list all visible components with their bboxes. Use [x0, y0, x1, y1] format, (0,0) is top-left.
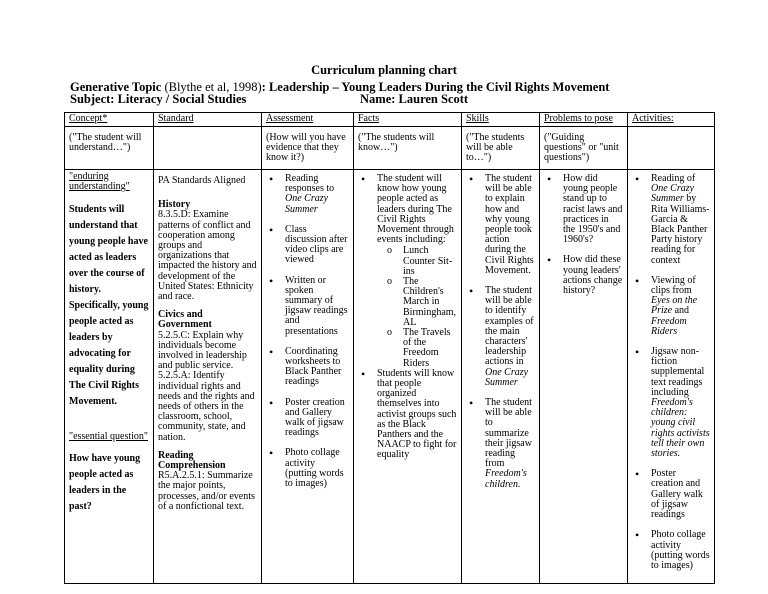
assessment-1: Reading responses to: [285, 173, 335, 195]
list-item: [643, 530, 710, 571]
list-item: [643, 347, 710, 459]
activity-3-title: Freedom's children: young civil rights activists tell their own stories.: [651, 397, 710, 460]
activity-2-mid: and: [672, 305, 690, 317]
standard-intro: PA Standards Aligned: [158, 175, 246, 186]
skill-3: The student will be able to summarize their jigsaw reading from: [485, 397, 532, 470]
activity-4: Poster creation and Gallery walk of jigsaw readings: [651, 468, 703, 521]
subheader-row: [65, 127, 715, 170]
activities-list: [632, 174, 710, 571]
event-item: o Lunch Counter Sit-ins: [391, 246, 457, 277]
assessment-6: Photo collage activity (putting words to images): [285, 447, 344, 490]
facts-list: [358, 174, 457, 461]
list-item: [277, 398, 349, 439]
skill-1: The student will be able to explain how and why young people took action during the Civil Rights Movement.: [485, 173, 534, 276]
civics-heading: Civics and Government: [158, 309, 212, 331]
problem-1: How did young people stand up to racist laws and practices in the 1950's and 1960's?: [563, 173, 623, 246]
content-row: [65, 170, 715, 584]
assessment-cell: [262, 170, 354, 584]
header-cell: [540, 113, 628, 127]
history-heading: History: [158, 199, 191, 211]
header-facts: Facts: [358, 113, 380, 124]
enduring-understanding-label: "enduring understanding": [69, 171, 130, 193]
list-item: [555, 174, 623, 245]
list-item: [369, 174, 457, 369]
assessment-1-title: One Crazy Summer: [285, 193, 329, 215]
list-item: [277, 448, 349, 489]
problems-list: [544, 174, 623, 296]
header-row: [65, 113, 715, 127]
assessment-2: Class discussion after video clips are viewed: [285, 223, 348, 266]
subheader-activities: [628, 127, 715, 170]
list-item: [643, 469, 710, 520]
reading-standard: R5.A.2.5.1: Summarize the major points, processes, and/or events of a nonfictional text.: [158, 470, 255, 512]
header-cell: [354, 113, 462, 127]
skills-list: [466, 174, 535, 490]
subheader-standard: [154, 127, 262, 170]
assessment-5: Poster creation and Gallery walk of jigsaw readings: [285, 396, 345, 439]
activity-2: Viewing of clips from: [651, 274, 696, 297]
activity-5: Photo collage activity (putting words to images): [651, 529, 710, 571]
activity-1-title: One Crazy Summer: [651, 183, 695, 205]
activity-2-title-2: Freedom Riders: [651, 315, 687, 337]
doc-title: Curriculum planning chart: [311, 63, 457, 77]
events-list: [377, 246, 457, 368]
facts-cell: [354, 170, 462, 584]
author-name: Name: Lauren Scott: [360, 92, 469, 106]
list-item: [477, 174, 535, 276]
header-cell: [65, 113, 154, 127]
enduring-understanding-text: Students will understand that young people have acted as leaders over the course of history. Specifically, young people acted as leaders by advocating for equality during The Civil Rights Movement.: [69, 204, 149, 408]
header-concept: Concept*: [69, 113, 108, 124]
essential-question-label: "essential question": [69, 431, 148, 443]
essential-question-text: How have young people acted as leaders in the past?: [69, 452, 141, 512]
list-item: [277, 174, 349, 215]
topic-text: : Leadership – Young Leaders During the Civil Rights Movement: [261, 80, 610, 94]
subheader-assessment: (How will you have evidence that they know it?): [262, 127, 354, 170]
list-item: [277, 347, 349, 388]
list-item: [369, 369, 457, 461]
list-item: [477, 398, 535, 490]
fact-1: The student will know how young people acted as leaders during The Civil Rights Movement through events including:: [377, 173, 454, 246]
assessment-3: Written or spoken summary of jigsaw readings and presentations: [285, 274, 348, 337]
activity-1: Reading of: [651, 173, 696, 184]
skill-3-title: Freedom's children.: [485, 468, 527, 490]
header-activities: Activities:: [632, 113, 674, 124]
topic-label: Generative Topic: [70, 80, 162, 94]
list-item: [643, 174, 710, 266]
subheader-concept: ("The student will understand…"): [65, 127, 154, 170]
header-cell: [154, 113, 262, 127]
subject-line: Subject: Literacy / Social Studies: [70, 92, 247, 106]
civics-standard: 5.2.5.C: Explain why individuals become involved in leadership and public service. 5.2.5.A: Identify individual rights and needs and the rights and needs of others in the classroom, school, community, state, and nation.: [158, 329, 255, 443]
fact-2: Students will know that people organized themselves into activist groups such as the Black Panthers and the NAACP to fight for equality: [377, 367, 457, 461]
header-cell: [462, 113, 540, 127]
event-item: o The Travels of the Freedom Riders: [391, 328, 457, 369]
standard-cell: [154, 170, 262, 584]
history-standard: 8.3.5.D: Examine patterns of conflict and cooperation among groups and organizations that impacted the history and development of the United States: Ethnicity and race.: [158, 209, 257, 303]
list-item: [277, 225, 349, 266]
event-item: o The Children's March in Birmingham, AL: [391, 277, 457, 328]
list-item: [277, 276, 349, 337]
header-standard: Standard: [158, 113, 194, 124]
subheader-facts: ("The students will know…"): [354, 127, 462, 170]
problem-2: How did these young leaders' actions change history?: [563, 254, 623, 297]
header-assessment: Assessment: [266, 113, 314, 124]
list-item: [555, 255, 623, 296]
activity-3: Jigsaw non-fiction supplemental text readings including: [651, 346, 705, 398]
subheader-problems: ("Guiding questions" or "unit questions"): [540, 127, 628, 170]
assessment-4: Coordinating worksheets to Black Panther readings: [285, 345, 342, 388]
header-skills: Skills: [466, 113, 489, 124]
activity-1-rest: by Rita Williams-Garcia & Black Panther Party history reading for context: [651, 193, 710, 266]
assessment-list: [266, 174, 349, 489]
header-cell: [628, 113, 715, 127]
skill-2: The student will be able to identify examples of the main characters' leadership actions in: [485, 285, 534, 368]
activity-2-title-1: Eyes on the Prize: [651, 295, 698, 317]
reading-heading: Reading Comprehension: [158, 449, 226, 472]
activities-cell: [628, 170, 715, 584]
header-cell: [262, 113, 354, 127]
subheader-skills: ("The students will be able to…"): [462, 127, 540, 170]
curriculum-table: [64, 112, 715, 584]
skill-2-title: One Crazy Summer: [485, 366, 529, 388]
list-item: [643, 276, 710, 337]
skills-cell: [462, 170, 540, 584]
list-item: [477, 286, 535, 388]
topic-citation: (Blythe et al, 1998): [161, 80, 262, 94]
header-problems: Problems to pose: [544, 113, 613, 124]
concept-cell: [65, 170, 154, 584]
problems-cell: [540, 170, 628, 584]
